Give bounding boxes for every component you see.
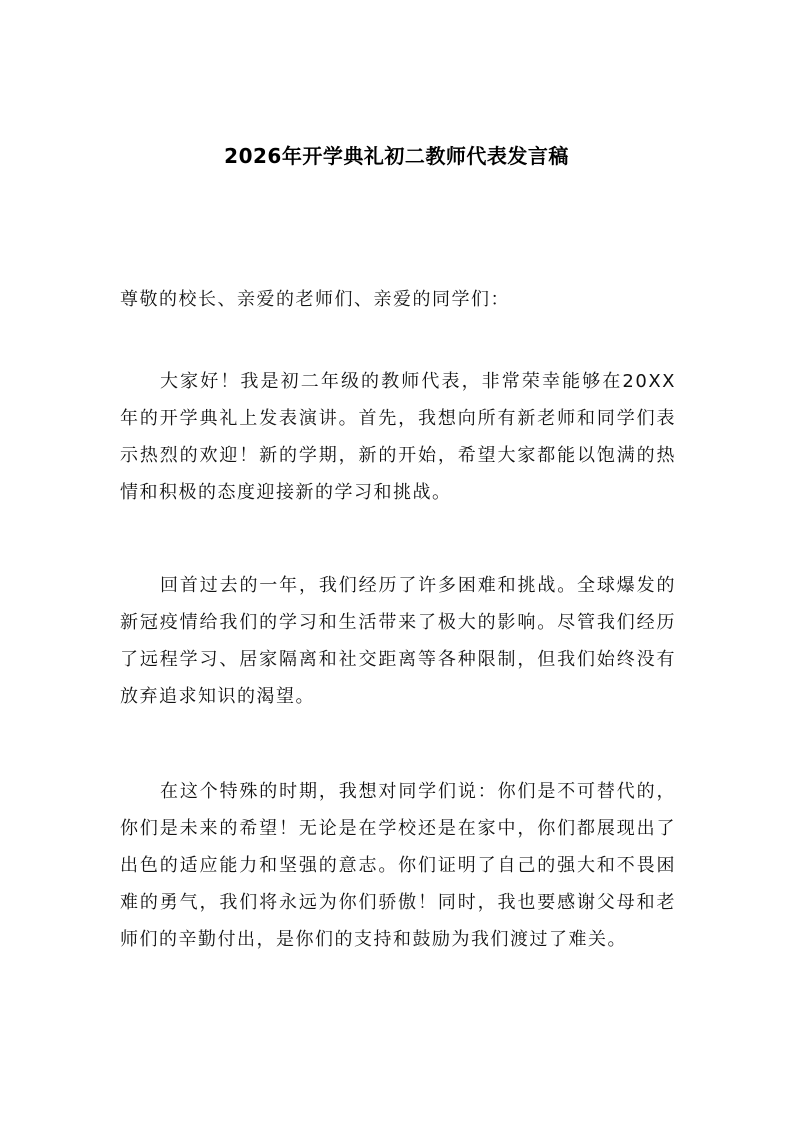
salutation: 尊敬的校长、亲爱的老师们、亲爱的同学们： xyxy=(120,289,510,310)
paragraph-2: 回首过去的一年，我们经历了许多困难和挑战。全球爆发的新冠疫情给我们的学习和生活带来了极大的影响。尽管我们经历了远程学习、居家隔离和社交距离等各种限制，但我们始终没有放弃追求知识的渴望。 xyxy=(120,575,676,707)
paragraph-3: 在这个特殊的时期，我想对同学们说：你们是不可替代的，你们是未来的希望！无论是在学校还是在家中，你们都展现出了出色的适应能力和坚强的意志。你们证明了自己的强大和不畏困难的勇气，我们将永远为你们骄傲！同时，我也要感谢父母和老师们的辛勤付出，是你们的支持和鼓励为我们渡过了难关。 xyxy=(120,781,676,950)
paragraph-1: 大家好！我是初二年级的教师代表，非常荣幸能够在20XX年的开学典礼上发表演讲。首先，我想向所有新老师和同学们表示热烈的欢迎！新的学期，新的开始，希望大家都能以饱满的热情和积极的态度迎接新的学习和挑战。 xyxy=(120,371,676,503)
document-title: 2026年开学典礼初二教师代表发言稿 xyxy=(224,144,569,169)
